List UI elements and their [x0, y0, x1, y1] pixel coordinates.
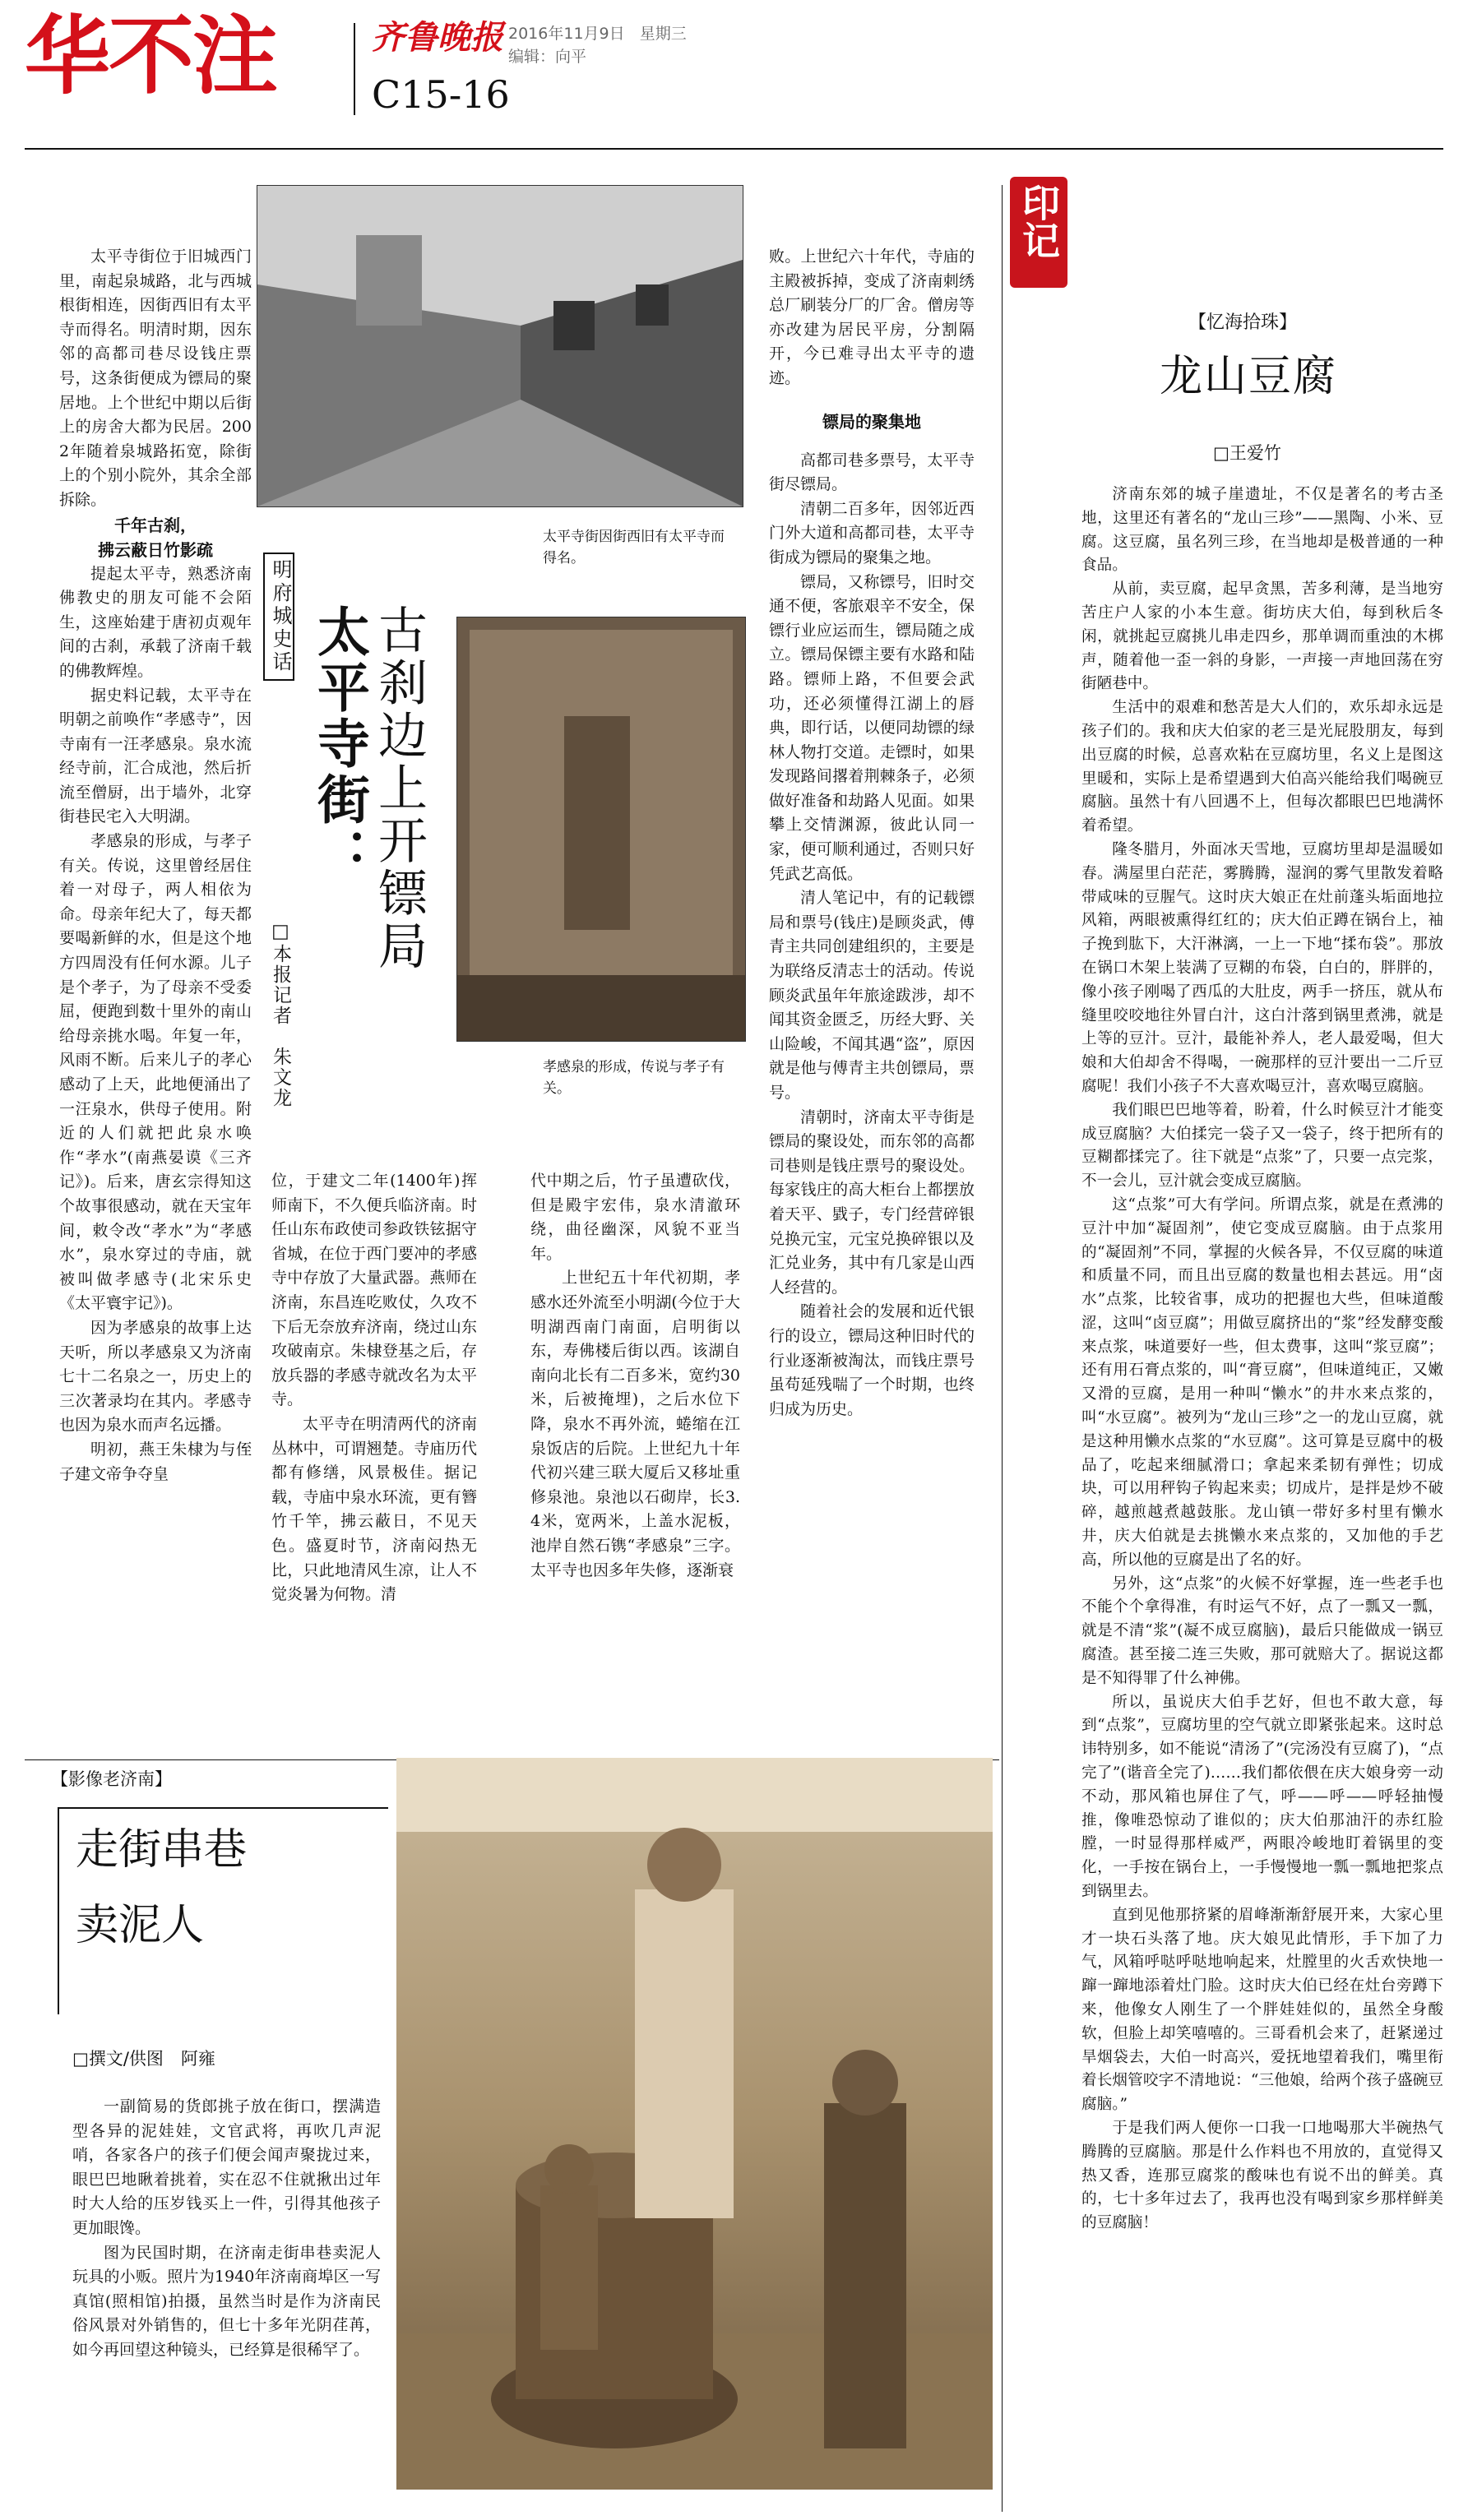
paragraph: 我们眼巴巴地等着，盼着，什么时候豆汁才能变成豆腐脑？大伯揉完一袋子又一袋子，终于把所有的豆糊都揉完了。往下就是“点浆”了，只要一点完浆，不一会儿，豆汁就会变成豆腐脑。: [1081, 1101, 1443, 1191]
paragraph: 隆冬腊月，外面冰天雪地，豆腐坊里却是温暖如春。满屋里白茫茫，雾腾腾，湿润的雾气里散发着略带咸味的豆腥气。这时庆大娘正在灶前蓬头垢面地拉风箱，两眼被熏得红红的；庆大伯正蹲在锅台上，袖子挽到肱下，大汗淋漓，一上一下地“揉布袋”。那放在锅口木架上装满了豆糊的布袋，白白的，胖胖的，像小孩子刚喝了西瓜的大肚皮，两手一挤压，就从布缝里咬咬地往外冒白汁，这白汁落到锅里煮沸，就是上等的豆汁。豆汁，最能补养人，老人最爱喝，但大娘和大伯却舍不得喝，一碗那样的豆汁要出一二斤豆腐呢！我们小孩子不大喜欢喝豆汁，喜欢喝豆腐脑。: [1081, 840, 1443, 1095]
paragraph: 另外，这“点浆”的火候不好掌握，连一些老手也不能个个拿得准，有时运气不好，点了一瓢又一瓢，就是不清“浆”(凝不成豆腐脑)，最后只能做成一锅豆腐渣。甚至接二连三失败，那可就赔大了。据说这都是不知得罪了什么神佛。: [1081, 1574, 1443, 1687]
paragraph: 清人笔记中，有的记载镖局和票号(钱庄)是顾炎武，傅青主共同创建组织的，主要是为联络反清志士的活动。传说顾炎武虽年年旅途跋涉，却不闻其资金匮乏，历经大野、关山险峻，不闻其遇“盗”，原因就是他与傅青主共创镖局，票号。: [769, 889, 975, 1102]
right-title: 龙山豆腐: [1160, 352, 1338, 401]
paragraph: 随着社会的发展和近代银行的设立，镖局这种旧时代的行业逐渐被淘汰，而钱庄票号虽苟延残喘了一个时期，也终归成为历史。: [769, 1302, 975, 1418]
paragraph: 图为民国时期，在济南走街串巷卖泥人玩具的小贩。照片为1940年济南商埠区一写真馆(照相馆)拍摄，虽然当时是作为济南民俗风景对外销售的，但七十多年光阴荏苒，如今再回望这种镜头，已经算是很稀罕了。: [72, 2243, 381, 2359]
paragraph: 清朝时，济南太平寺街是镖局的聚设处，而东邻的高都司巷则是钱庄票号的聚设处。每家钱庄的高大柜台上都摆放着天平、戥子，专门经营碎银兑换元宝，元宝兑换碎银以及汇兑业务，其中有几家是山西人经营的。: [769, 1107, 975, 1297]
photo2-caption: 孝感泉的形成，传说与孝子有关。: [543, 1059, 725, 1097]
street-photo-illustration: [257, 186, 743, 506]
paragraph: 济南东郊的城子崖遗址，不仅是著名的考古圣地，这里还有著名的“龙山三珍”——黑陶、小米、豆腐。这豆腐，虽名列三珍，在当地却是极普通的一种食品。: [1081, 486, 1443, 575]
paragraph: 清朝二百多年，因邻近西门外大道和高都司巷，太平寺街成为镖局的聚集之地。: [769, 499, 975, 566]
right-byline: □王爱竹: [1213, 443, 1281, 463]
section-tag-text: 明府城史话: [269, 559, 292, 674]
paragraph: 高都司巷多票号，太平寺街尽镖局。: [769, 451, 975, 494]
editor-credit: 编辑：向平: [508, 48, 587, 66]
page-number: C15-16: [372, 72, 510, 117]
paragraph: 代中期之后，竹子虽遭砍伐，但是殿宇宏伟，泉水清澈环绕，曲径幽深，风貌不亚当年。: [530, 1172, 740, 1263]
spring-photo-illustration: [457, 617, 745, 1041]
column-divider: [1002, 185, 1003, 2512]
paragraph: 上世纪五十年代初期，孝感水还外流至小明湖(今位于大明湖西南门南面，启明街以东，寿佛楼后街以西。该湖自南向北长有二百多米，宽约30米，后被掩埋)，之后水位下降，泉水不再外流，蜷缩在江泉饭店的后院。上世纪九十年代初兴建三联大厦后又移址重修泉池。泉池以石砌岸，长3.4米，宽两米，上盖水泥板，池岸自然石镌“孝感泉”三字。太平寺也因多年失修，逐渐衰: [530, 1269, 740, 1579]
photo-taiping-street: [257, 185, 743, 507]
bottom-title-line1: 走街串巷: [76, 1825, 248, 1875]
bottom-title-box: [58, 1807, 388, 2014]
issue-date: [508, 21, 687, 44]
main-col-1: [59, 245, 252, 1487]
bottom-column-tag: 【影像老济南】: [51, 1769, 172, 1789]
paragraph: 直到见他那挤紧的眉峰渐渐舒展开来，大家心里才一块石头落了地。庆大娘见此情形，手下加了力气，风箱呼哒呼哒地响起来，灶膛里的火舌欢快地一蹿一蹿地添着灶门脸。这时庆大伯已经在灶台旁蹲下来，他像女人刚生了一个胖娃娃似的，虽然全身酸软，但脸上却笑嘻嘻的。三哥看机会来了，赶紧递过旱烟袋去，大伯一时高兴，爱抚地望着我们，嘴里衔着长烟管咬字不清地说：“三他娘，给两个孩子盛碗豆腐脑。”: [1081, 1906, 1443, 2114]
vendor-photo-illustration: [396, 1758, 993, 2490]
paragraph: 提起太平寺，熟悉济南佛教史的朋友可能不会陌生，这座始建于唐初贞观年间的古刹，承载了济南千载的佛教辉煌。: [59, 564, 252, 680]
photo-clay-vendor: [396, 1758, 993, 2490]
seal-stamp: [1010, 177, 1067, 288]
paragraph: 所以，虽说庆大伯手艺好，但也不敢大意，每到“点浆”，豆腐坊里的空气就立即紧张起来。这时总讳特别多，如不能说“清汤了”(完汤没有豆腐了)，“点完了”(谐音全完了)……我们都依偎在庆大娘身旁一动不动，那风箱也屏住了气，呼——呼——呼轻抽慢推，像唯恐惊动了谁似的；庆大伯那油汗的赤红脸膛，一时显得那样威严，两眼冷峻地盯着锅里的变化，一手按在锅台上，一手慢慢地一瓢一瓢地把浆点到锅里去。: [1081, 1693, 1443, 1901]
paragraph: 太平寺在明清两代的济南丛林中，可谓翘楚。寺庙历代都有修缮，风景极佳。据记载，寺庙中泉水环流，更有簪竹千竿，拂云蔽日，不见天色。盛夏时节，济南闷热无比，只此地清风生凉，让人不觉炎暑为何物。清: [271, 1414, 477, 1604]
paragraph: 一副简易的货郎挑子放在街口，摆满造型各异的泥娃娃，文官武将，再吹几声泥哨，各家各户的孩子们便会闻声聚拢过来，眼巴巴地瞅着挑着，实在忍不住就揪出过年时大人给的压岁钱买上一件，引得其他孩子更加眼馋。: [72, 2097, 381, 2237]
paragraph: 孝感泉的形成，与孝子有关。传说，这里曾经居住着一对母子，两人相依为命。母亲年纪大了，每天都要喝新鲜的水，但是这个地方四周没有任何水源。儿子是个孝子，为了母亲不受委屈，便跑到数十里外的南山给母亲挑水喝。年复一年，风雨不断。后来儿子的孝心感动了上天，此地便涌出了一汪泉水，供母子使用。附近的人们就把此泉水唤作“孝水”(南燕晏谟《三齐记》)。后来，唐玄宗得知这个故事很感动，就在天宝年间，敕令改“孝水”为“孝感水”，泉水穿过的寺庙，就被叫做孝感寺(北宋乐史《太平寰宇记》)。: [59, 832, 252, 1313]
subheading: 千年古刹， 拂云蔽日竹影疏: [98, 515, 213, 560]
paragraph: 生活中的艰难和愁苦是大人们的，欢乐却永远是孩子们的。我和庆大伯家的老三是光屁股朋友，每到出豆腐的时候，总喜欢粘在豆腐坊里，名义上是图这里暖和，实际上是希望遇到大伯高兴能给我们喝碗豆腐脑。虽然十有八回遇不上，但每次都眼巴巴地满怀着希望。: [1081, 699, 1443, 835]
header-rule: [25, 148, 1443, 150]
paragraph: 于是我们两人便你一口我一口地喝那大半碗热气腾腾的豆腐脑。那是什么作料也不用放的，直觉得又热又香，连那豆腐浆的酸味也有说不出的鲜美。真的，七十多年过去了，我再也没有喝到家乡那样鲜美的豆腐脑！: [1081, 2119, 1443, 2232]
newspaper-logo: 齐鲁晚报: [372, 18, 503, 57]
weekday-text: 星期三: [639, 25, 687, 43]
main-col-3: [530, 1169, 740, 1583]
paragraph: 败。上世纪六十年代，寺庙的主殿被拆掉，变成了济南刺绣总厂刷装分厂的厂舍。僧房等亦改建为居民平房，分割隔开，今已难寻出太平寺的遗迹。: [769, 247, 975, 387]
bottom-body: [72, 2095, 381, 2363]
photo-xiaogan-spring: [456, 617, 746, 1042]
byline: □本报记者 朱文龙: [270, 921, 291, 1108]
main-col-2: [271, 1169, 477, 1607]
photo1-caption: 太平寺街因街西旧有太平寺而得名。: [543, 529, 725, 566]
paragraph: 镖局，又称镖号，旧时交通不便，客旅艰辛不安全，保镖行业应运而生，镖局随之成立。镖局保镖主要有水路和陆路。镖师上路，不但要会武功，还必须懂得江湖上的唇典，即行话，以便同劫镖的绿林人物打交道。走镖时，如果发现路间撂着荆棘条子，必须做好准备和劫路人见面。如果攀上交情渊源，彼此认同一家，便可顺利通过，否则只好凭武艺高低。: [769, 572, 975, 883]
brand-title: 华不注: [25, 6, 277, 106]
paragraph: 因为孝感泉的故事上达天听，所以孝感泉又为济南七十二名泉之一，历史上的三次著录均在其内。孝感寺也因为泉水而声名远播。: [59, 1318, 252, 1435]
paragraph: 太平寺街位于旧城西门里，南起泉城路，北与西城根街相连，因街西旧有太平寺而得名。明清时期，因东邻的高都司巷尽设钱庄票号，这条街便成为镖局的聚居地。上个世纪中期以后街上的房舍大都为民居。2002年随着泉城路拓宽，除街上的个别小院外，其余全部拆除。: [59, 247, 252, 509]
right-body: [1081, 483, 1443, 2236]
section-tag: [263, 553, 294, 681]
bottom-byline: □撰文/供图 阿雍: [72, 2049, 215, 2069]
subheading: 镖局的聚集地: [822, 411, 921, 432]
paragraph: 这“点浆”可大有学问。所谓点浆，就是在煮沸的豆汁中加“凝固剂”，使它变成豆腐脑。由于点浆用的“凝固剂”不同，掌握的火候各异，不仅豆腐的味道和质量不同，而且出豆腐的数量也相去甚远。用“卤水”点浆，比较省事，成功的把握也大些，但味道酸涩，这叫“卤豆腐”；用做豆腐挤出的“浆”经发酵变酸来点浆，味道要好一些，但太费事，这叫“浆豆腐”；还有用石膏点浆的，叫“膏豆腐”，但味道纯正，又嫩又滑的豆腐，是用一种叫“懒水”的井水来点浆的，叫“水豆腐”。被列为“龙山三珍”之一的龙山豆腐，就是这种用懒水点浆的“水豆腐”。这可算是豆腐中的极品了，吃起来细腻滑口；拿起来柔韧有弹性；切成块，可以用秤钩子钩起来卖；切成片，是拌是炒不破碎，越煎越煮越鼓胀。龙山镇一带好多村里有懒水井，庆大伯就是去挑懒水来点浆的，又加他的手艺高，所以他的豆腐是出了名的好。: [1081, 1195, 1443, 1569]
paragraph: 明初，燕王朱棣为与侄子建文帝争夺皇: [59, 1440, 252, 1483]
seal-text: 印记: [1016, 183, 1061, 259]
paragraph: 从前，卖豆腐，起早贪黑，苦多利薄，是当地穷苦庄户人家的小本生意。街坊庆大伯，每到秋后冬闲，就挑起豆腐挑儿串走四乡，那单调而重浊的木梆声，随着他一歪一斜的身影，一声接一声地回荡在穷街陋巷中。: [1081, 580, 1443, 693]
main-col-4: [769, 245, 975, 1422]
right-column-tag: 【忆海拾珠】: [1188, 312, 1298, 333]
paragraph: 据史料记载，太平寺在明朝之前唤作“孝感寺”，因寺南有一汪孝感泉。泉水流经寺前，汇合成池，然后折流至僧厨，出于墙外，北穿街巷民宅入大明湖。: [59, 686, 252, 826]
masthead: [0, 0, 1468, 152]
paragraph: 位，于建文二年(1400年)挥师南下，不久便兵临济南。时任山东布政使司参政铁铉据守省城，在位于西门要冲的孝感寺中存放了大量武器。燕师在济南，东昌连吃败仗，久攻不下后无奈放弃济南，绕过山东攻破南京。朱棣登基之后，存放兵器的孝感寺就改名为太平寺。: [271, 1172, 477, 1409]
bottom-title-line2: 卖泥人: [76, 1901, 205, 1950]
headline-line2: 太平寺街：: [308, 604, 369, 884]
masthead-divider: [354, 23, 355, 115]
date-text: 2016年11月9日: [508, 25, 625, 43]
headline-line1: 古刹边上开镖局: [370, 604, 428, 973]
